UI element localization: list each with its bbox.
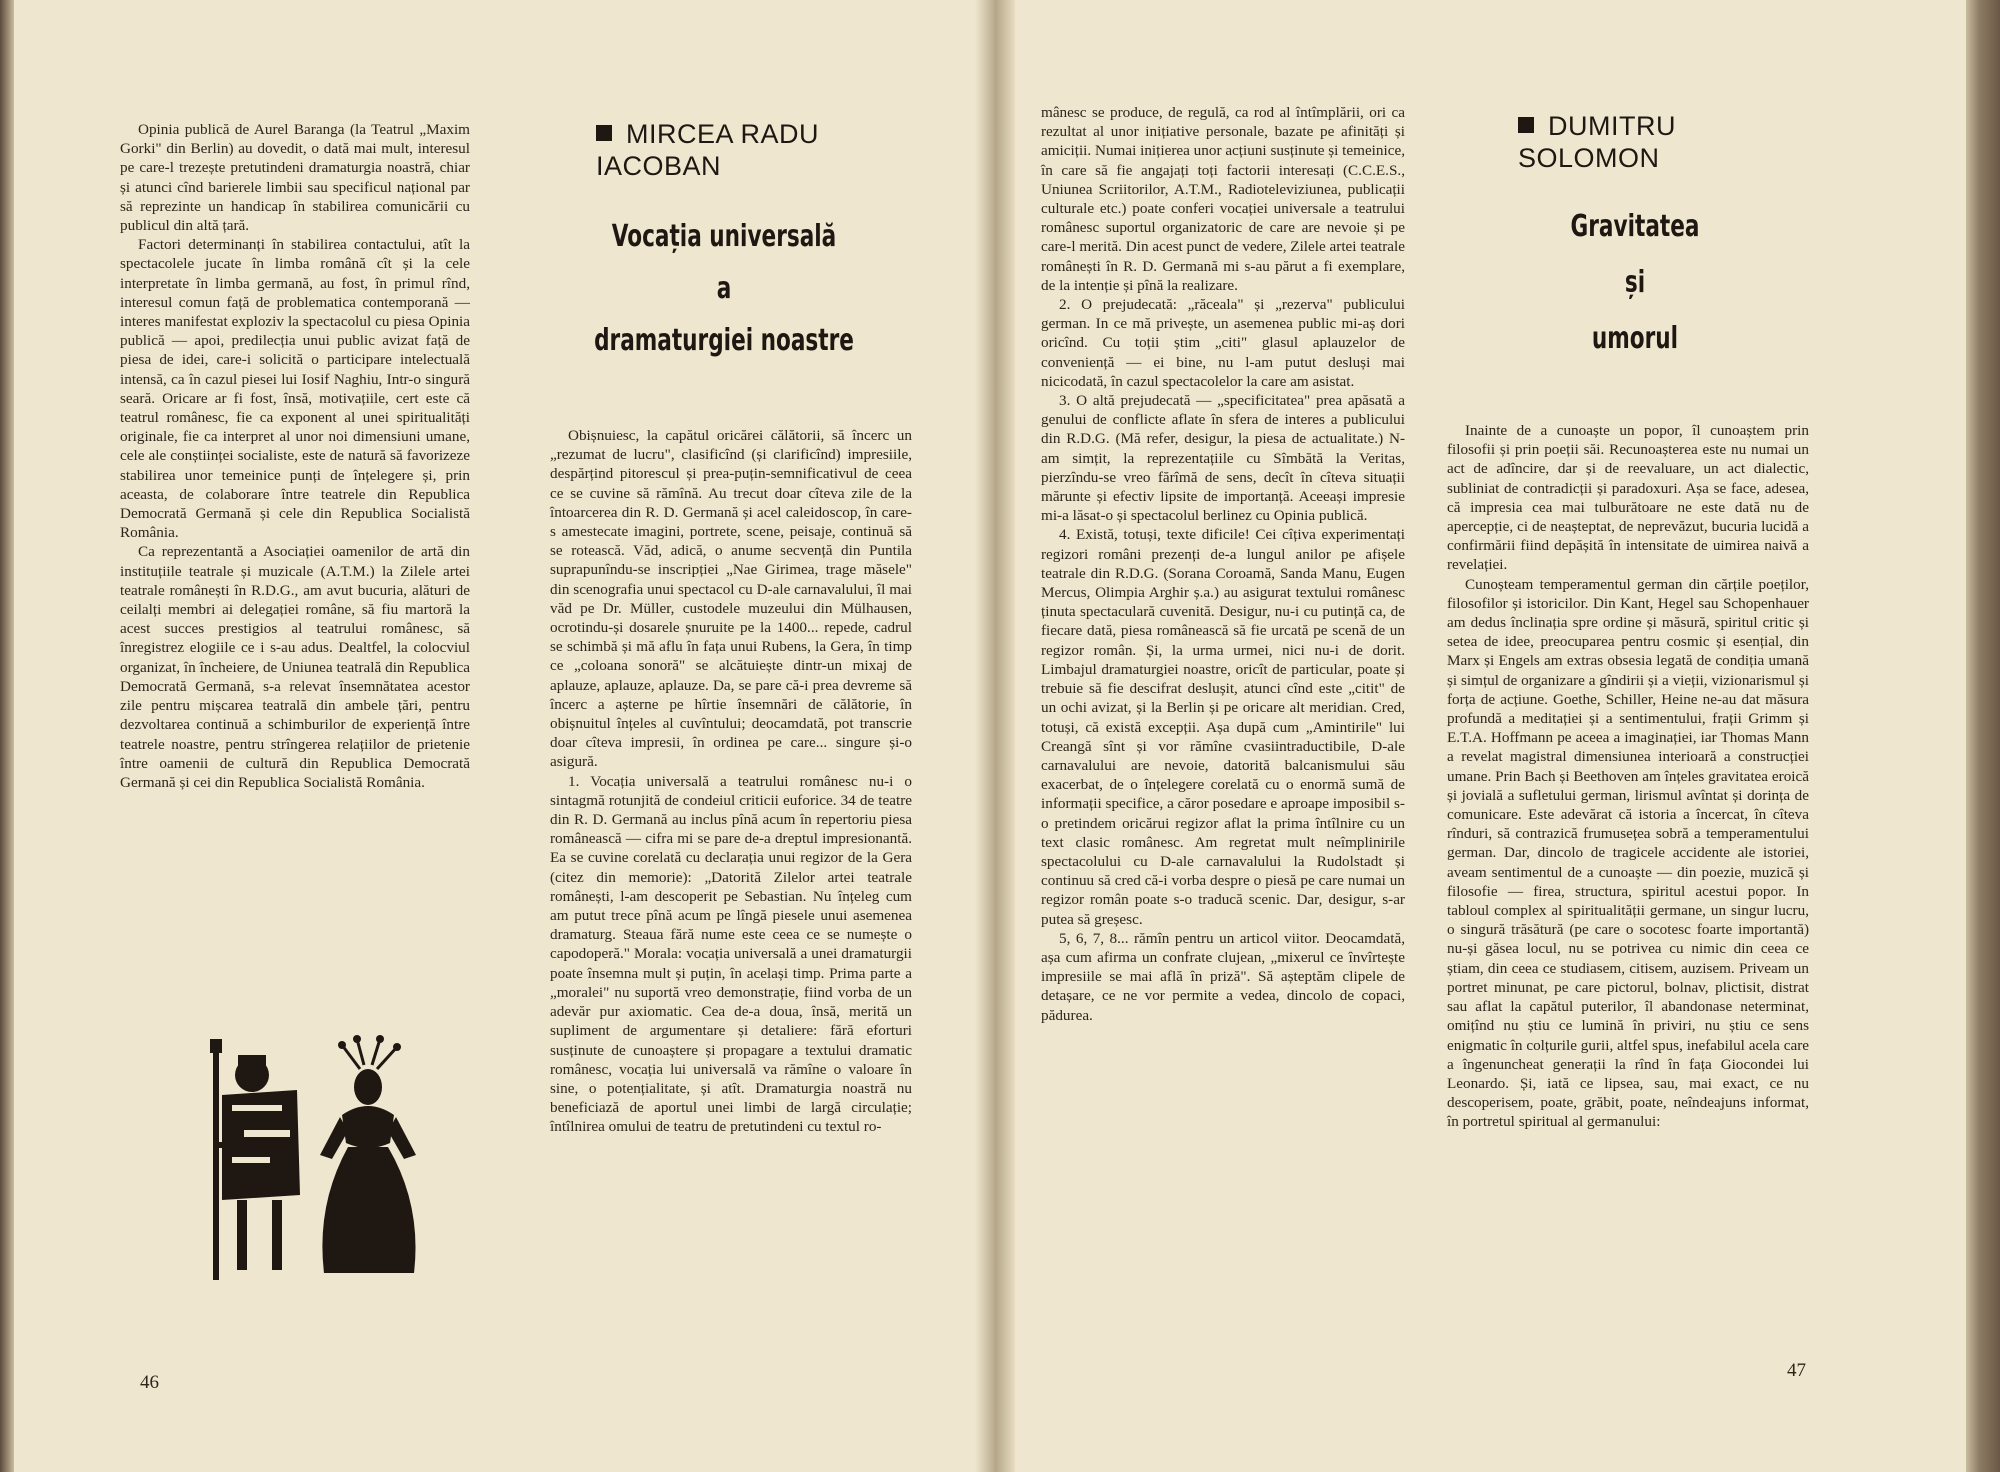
left-page-column-1 — [120, 120, 470, 792]
author-name: DUMITRU SOLOMON — [1518, 111, 1676, 173]
paragraph: Ca reprezentantă a Asociației oamenilor de artă din instituțiile teatrale și muzicale (A.T.M.) la Zilele artei teatrale românești în R.D.G., am avut bucuria, alături de ceilalți membri ai delegației române, să fiu martoră la acest succes prestigios al teatrului românesc, să înregistrez elogiile ce i s-au adus. Dealtfel, la colocviul organizat, în încheiere, de Uniunea teatrală din Republica Democrată Germană, s-a relevat însemnătatea acestor zile pentru mișcarea teatrală din ambele țări, pentru dezvoltarea continuă a schimburilor de experiență între teatrele noastre, pentru strîngerea relațiilor de prietenie între oamenii de cultură din Republica Democrată Germană și cei din Republica Socialistă România. — [120, 543, 470, 791]
left-page — [14, 0, 975, 1472]
book-gutter — [975, 0, 1015, 1472]
paragraph: Opinia publică de Aurel Baranga (la Teatrul „Maxim Gorki" din Berlin) au dovedit, o dată mai mult, interesul pe care-l trezește pretutindeni dramaturgia noastră, chiar și atunci cînd barierele limbii sau specificul național par să reprezinte un handicap în stabilirea comunicării cu publicul din altă țară. — [120, 121, 470, 235]
page-number-left: 46 — [140, 1372, 159, 1393]
title-line-2: și — [1624, 265, 1646, 300]
paragraph: 5, 6, 7, 8... rămîn pentru un articol viitor. Deocamdată, așa cum afirma un confrate clujean, „mixerul ce învîrtește impresiile se mai află în priză". Să așteptăm clipele de detașare, ce ne vor permite a vedea, dincolo de copaci, pădurea. — [1041, 929, 1405, 1024]
paragraph: Cunoșteam temperamentul german din cărțile poeților, filosofilor și istoricilor. Din Kant, Hegel sau Schopenhauer am dedus înclinația spre ordine și măsură, spiritul critic și setea de idee, preocuparea pentru cosmic și esențial, din Marx și Engels am extras obsesia legată de condiția umană și simțul de organizare a gîndirii și a vieții, vizionarismul și forța de acțiune. Goethe, Schiller, Heine ne-au dat măsura profundă a meditației și a sentimentului, frații Grimm și E.T.A. Hoffmann pe aceea a imaginației, iar Thomas Mann a revelat magistral dimensiunea interioară a construcției umane. Prin Bach și Beethoven am înțeles gravitatea eroică și jovială a sufletului german, lirismul avîntat și dorința de comunicare. Este adevărat că istoria a încercat, în cîteva rînduri, să contrazică frumusețea sobră a temperamentului german. Dar, dincolo de tragicele accidente ale istoriei, aveam sentimentul de a cunoaște — din poezie, muzică și filosofie — firea, structura, spiritul acestui popor. In tabloul complex al spiritualității germane, un singur lucru, o singură trăsătură (pe care o socotesc foarte importantă) nu-și găsea locul, nu se potrivea cu nimic din ceea ce știam, din ceea ce studiasem, citisem, auzisem. Priveam un portret minunat, pe care pictorul, bolnav, plictisit, distrat sau aflat la capătul puterilor, îl abandonase neterminat, omițînd nu știu ce lumină în priviri, nu știu ce sens enigmatic în colțurile gurii, altfel spus, inefabilul acela care a îngenuncheat generații la rînd în fața Giocondei lui Leonardo. Și, iată ce lipsea, sau, mai exact, ce nu descoperisem, poate, grăbit, poate, neîndeajuns informat, în portretul spiritual al germanului: — [1447, 575, 1809, 1131]
paragraph: Inainte de a cunoaște un popor, îl cunoaștem prin filosofii și prin poeții săi. Recunoașterea este nu numai un act de adîncire, dar și de reevaluare, un act dialectic, subliniat de contradicții și paradoxuri. Așa se face, adesea, că impresia cea mai tulburătoare ne este dată nu de apercepție, ci de neașteptat, de neprevăzut, bucuria lucidă a confirmării fiind depășită în intensitate de uimirea naivă a revelației. — [1447, 422, 1809, 574]
square-bullet-icon — [1518, 117, 1534, 133]
right-page-column-2 — [1447, 421, 1809, 1132]
title-line-3: dramaturgiei noastre — [594, 323, 854, 358]
paragraph: 2. O prejudecată: „răceala" și „rezerva" publicului german. In ce mă privește, un asemenea public mi-aș dori oricînd. Cu toții știm „citi" glasul aplauzelor de conveniență — ei bine, nu l-am putut desluși mai nicicodată, în cazul spectacolelor la care am asistat. — [1041, 296, 1405, 390]
page-number-right: 47 — [1787, 1360, 1806, 1381]
article-title-left — [587, 219, 861, 378]
article-author-left — [596, 118, 896, 182]
paragraph: 3. O altă prejudecată — „specificitatea" prea apăsată a genului de conflicte aflate în sfera de interes a publicului din R.D.G. (Mă refer, desigur, la piesa de actualitate.) N-am simțit, la reprezentațiile cu Sîmbătă la Veritas, pierzîndu-se vreo fărîmă de sens, decît în cîteva situații mărunte și efectiv lipsite de importanță. Aceeași impresie mi-a lăsat-o și spectacolul berlinez cu Opinia publică. — [1041, 392, 1405, 525]
title-line-2: a — [716, 271, 732, 306]
left-page-column-2 — [550, 426, 912, 1137]
illustration-svg — [192, 1035, 442, 1280]
title-line-1: Vocația universală — [611, 219, 837, 254]
book-edge-right — [1966, 0, 2000, 1472]
right-page-column-1 — [1041, 103, 1405, 1025]
paragraph: Factori determinanți în stabilirea contactului, atît la spectacolele jucate în limba română cît și la cele interpretate în limba germană, au fost, în primul rînd, interesul comun față de problematica contemporană — interes manifestat exploziv la spectacolul cu piesa Opinia publică — apoi, predilecția unui public avizat față de piesa de idei, care-i solicită o participare intelectuală intensă, ca în cazul piesei lui Iosif Naghiu, Intr-o singură seară. Oricare ar fi fost, însă, motivațiile, cert este că teatrul românesc, fie ca exponent al unei spiritualități originale, fie ca interpret al unor noi dimensiuni umane, cele ale conștiinței socialiste, este de natură să favorizeze stabilirea unor temeinice punți de înțelegere și, prin aceasta, de colaborare între teatrele din Republica Democrată Germană și cele din Republica Socialistă România. — [120, 236, 470, 542]
paragraph: 1. Vocația universală a teatrului românesc nu-i o sintagmă rotunjită de condeiul criticii euforice. 34 de teatre din R. D. Germană au inclus pînă acum în repertoriu piesa românească — cifra mi se pare de-a dreptul impresionantă. Ea se cuvine corelată cu declarația unui regizor de la Gera (citez din memorie): „Datorită Zilelor artei teatrale românești, l-am descoperit pe Sebastian. Nu înțeleg cum am putut trece pînă acum pe lîngă piesele unui asemenea dramaturg. Steaua fără nume este ceea ce se numește o capodoperă." Morala: vocația universală a unei dramaturgii poate însemna mult și puțin, în același timp. Prima parte a „moralei" nu suportă vreo demonstrație, fiind vorba de un adevăr pur axiomatic. Cea de-a doua, însă, merită un supliment de argumentare și detaliere: fără eforturi susținute de cunoaștere și propagare a textului dramatic românesc, vocația lui universală va rămîne o valoare în sine, o potențialitate, și atît. Dramaturgia noastră nu beneficiază de aportul unei limbi de largă circulație; întîlnirea omului de teatru de pretutindeni cu textul ro- — [550, 772, 912, 1136]
paragraph: Obișnuiesc, la capătul oricărei călătorii, să încerc un „rezumat de lucru", clasificînd (și clarificînd) impresiile, despărțind pitorescul și prea-puțin-semnificativul de ceea ce se cuvine să rămînă. Au trecut doar cîteva zile de la întoarcerea din R. D. Germană și acel caleidoscop, în care-s amestecate imagini, portrete, scene, peisaje, continuă să se rotească. Văd, adică, o anume secvență din Puntila suprapunîndu-se inscripției „Nae Girimea, trage măsele" din scenografia unui spectacol cu D-ale carnavalului, îl mai văd pe Dr. Müller, custodele muzeului din Mülhausen, ocrotindu-și dosarele șnuruite pe la 1400... repede, cadrul se schimbă și mă aflu în fața unui Rubens, la Gera, în timp ce „coloana sonoră" se alcătuiește dintr-un mixaj de aplauze, aplauze, aplauze. Da, se pare că-i prea devreme să încerc a așterne pe hîrtie însemnări de călătorie, în obișnuitul înțeles al cuvîntului; deocamdată, pot transcrie doar cîteva impresii, în ordinea pe care... singure și-o asigură. — [550, 427, 912, 771]
article-author-right — [1518, 110, 1778, 174]
paragraph: 4. Există, totuși, texte dificile! Cei cîțiva experimentați regizori români prezenți de-a lungul anilor pe afișele teatrale din R.D.G. (Sorana Coroamă, Sanda Manu, Eugen Mercus, Olimpia Arghir ș.a.) au asigurat textului românesc ținuta spectaculară cuvenită. Desigur, nu-i cu putință ca, de fiecare dată, piesa românească să fie urcată pe scenă de un regizor român. Și, la urma urmei, nici nu-i de dorit. Limbajul dramaturgiei noastre, oricît de particular, poate și trebuie să fie descifrat deslușit, atunci cînd este „citit" de un ochi avizat, și la Berlin și pe oricare alt meridian. Cred, totuși, că există excepții. Așa după cum „Amintirile" lui Creangă sînt și vor rămîne cvasiintraductibile, D-ale carnavalului are nevoie, datorită balcanismului său exacerbat, de o înțelegere corelată cu o enormă sumă de informații specifice, a căror posedare e aproape imposibil s-o pretindem oricărui regizor aflat la prima întîlnire cu un text clasic românesc. Am regretat mult neîmplinirile spectacolului cu D-ale carnavalului la Rudolstadt și continuu să cred că-i vorba despre o piesă pe care numai un regizor român poate s-o traducă scenic. Dar, desigur, s-ar putea să greșesc. — [1041, 526, 1405, 928]
title-line-3: umorul — [1591, 321, 1679, 356]
title-line-1: Gravitatea — [1570, 209, 1700, 244]
book-edge-left — [0, 0, 14, 1472]
author-name: MIRCEA RADU IACOBAN — [596, 119, 820, 181]
tribal-figures-illustration — [192, 1035, 442, 1280]
square-bullet-icon — [596, 125, 612, 141]
paragraph: mânesc se produce, de regulă, ca rod al întîmplării, ori ca rezultat al unor inițiative personale, bazate pe afinități și amiciții. Numai inițierea unor acțiuni susținute și temeinice, în care să fie angajați toți factorii interesați (C.C.E.S., Uniunea Scriitorilor, A.T.M., Radioteleviziunea, publicații culturale etc.) poate conferi vocației universale a teatrului românesc suportul organizatoric de care are nevoie și pe care-l merită. Din acest punct de vedere, Zilele artei teatrale românești în R. D. Germană mi s-au părut a fi exemplare, de la intenție și pînă la realizare. — [1041, 104, 1405, 294]
article-title-right — [1527, 209, 1743, 380]
right-page — [1015, 0, 1966, 1472]
